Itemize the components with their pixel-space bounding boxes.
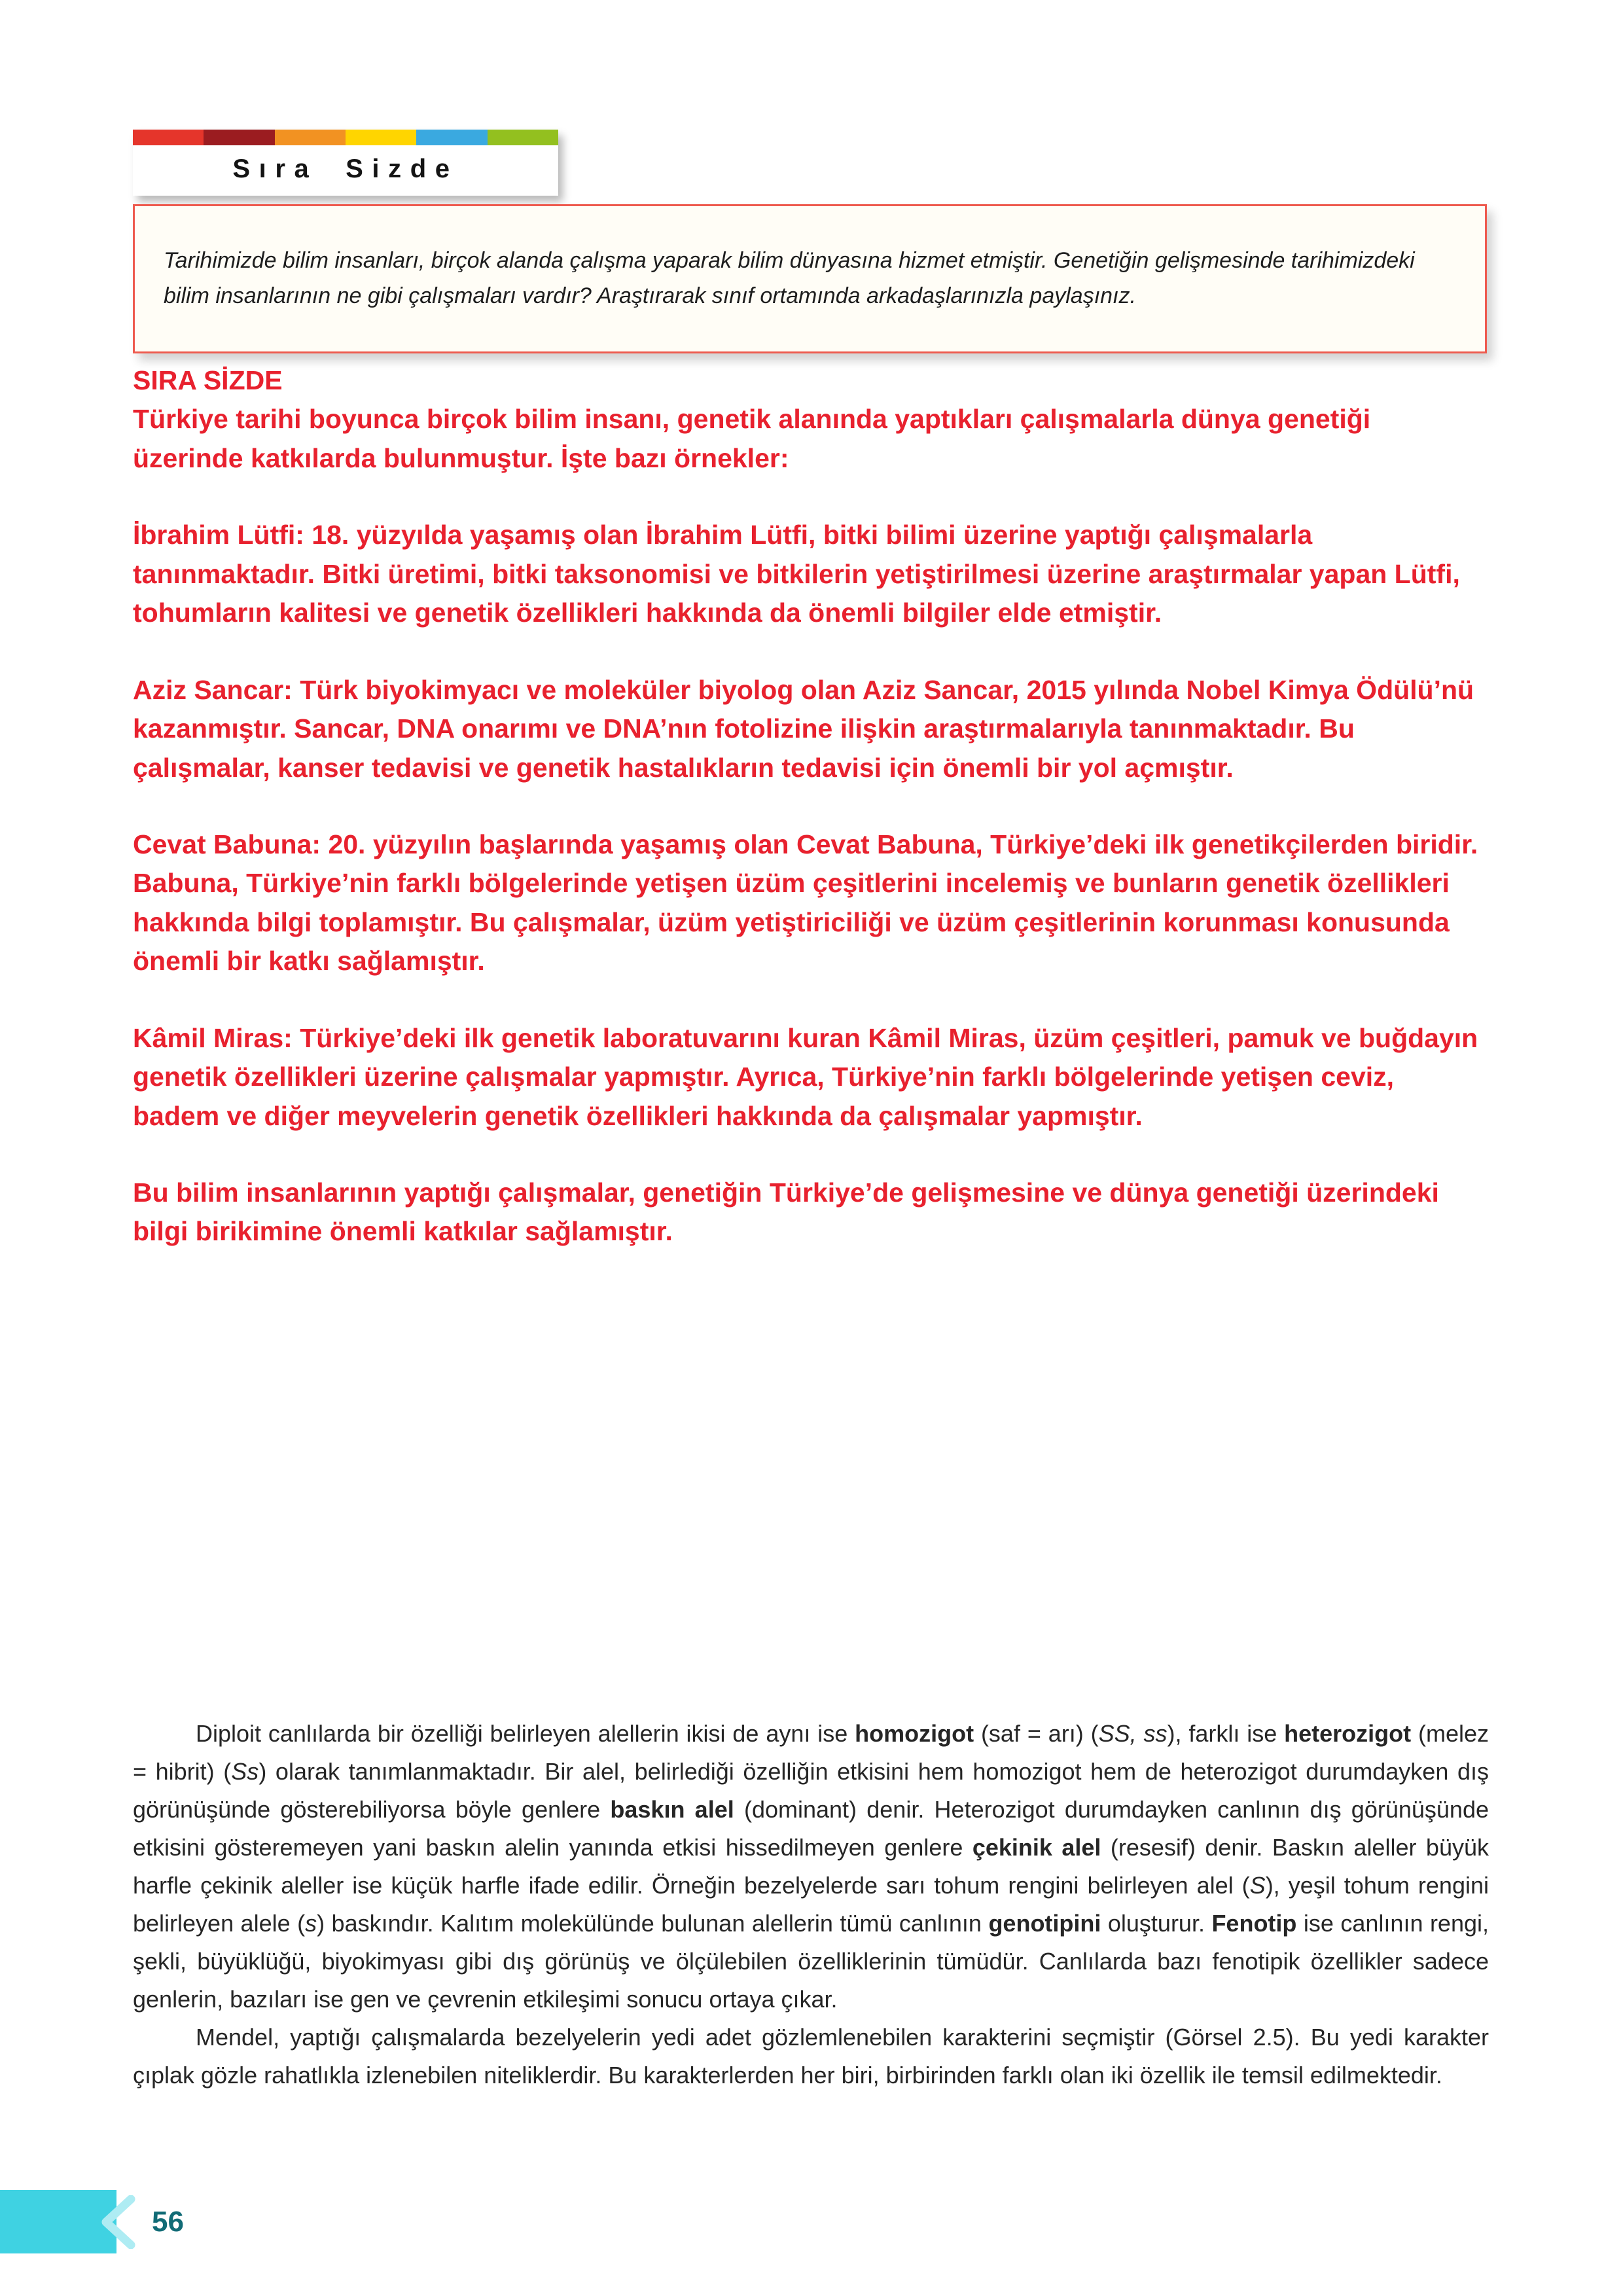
sira-sizde-header xyxy=(133,130,558,196)
chevron-left-icon xyxy=(97,2195,139,2249)
activity-box xyxy=(133,204,1487,353)
body-paragraph: Diploit canlılarda bir özelliği belirleyen alellerin ikisi de aynı ise homozigot (saf = arı) (SS, ss), farklı ise heterozigot (melez = hibrit) (Ss) olarak tanımlanmaktadır. Bir alel, belirlediği özelliğin etkisini hem homozigot hem de heterozigot durumdayken dış görünüşünde gösterebiliyorsa böyle genlere baskın alel (dominant) denir. Heterozigot durumdayken canlının dış görünüşünde etkisini gösteremeyen yani baskın alelin yanında etkisi hissedilmeyen genlere çekinik alel (resesif) denir. Baskın aleller büyük harfle çekinik aleller ise küçük harfle ifade edilir. Örneğin bezelyelerde sarı tohum rengini belirleyen alel (S), yeşil tohum rengini belirleyen alele (s) baskındır. Kalıtım molekülünde bulunan alellerin tümü canlının genotipini oluşturur. Fenotip ise canlının rengi, şekli, büyüklüğü, biyokimyası gibi dış görünüş ve ölçülebilen özelliklerinin tümüdür. Canlılarda bazı fenotipik özellikler sadece genlerin, bazıları ise gen ve çevrenin etkileşimi sonucu ortaya çıkar. xyxy=(133,1720,1489,2013)
answer-heading: SIRA SİZDE xyxy=(133,365,283,395)
stripe-segment xyxy=(488,130,558,145)
page-number: 56 xyxy=(152,2205,184,2238)
answer-paragraph: İbrahim Lütfi: 18. yüzyılda yaşamış olan İbrahim Lütfi, bitki bilimi üzerine yaptığı çalışmalarla tanınmaktadır. Bitki üretimi, bitki taksonomisi ve bitkilerin yetiştirilmesi üzerine araştırmalar yapan Lütfi, tohumların kalitesi ve genetik özellikleri hakkında da önemli bilgiler elde etmiştir. xyxy=(133,520,1460,628)
stripe-segment xyxy=(416,130,487,145)
sira-sizde-title: Sıra Sizde xyxy=(232,154,459,183)
body-paragraph: Mendel, yaptığı çalışmalarda bezelyelerin yedi adet gözlemlenebilen karakterini seçmiştir (Görsel 2.5). Bu yedi karakter çıplak gözle rahatlıkla izlenebilen niteliklerdir. Bu karakterlerden her biri, birbirinden farklı olan iki özellik ile temsil edilmektedir. xyxy=(133,2024,1489,2089)
answer-paragraph: Aziz Sancar: Türk biyokimyacı ve moleküler biyolog olan Aziz Sancar, 2015 yılında Nobel Kimya Ödülü’nü kazanmıştır. Sancar, DNA onarımı ve DNA’nın fotolizine ilişkin araştırmalarıyla tanınmaktadır. Bu çalışmalar, kanser tedavisi ve genetik hastalıkların tedavisi için önemli bir yol açmıştır. xyxy=(133,674,1474,783)
answer-paragraph: Bu bilim insanlarının yaptığı çalışmalar, genetiğin Türkiye’de gelişmesine ve dünya genetiği üzerindeki bilgi birikimine önemli katkılar sağlamıştır. xyxy=(133,1177,1439,1247)
answer-paragraph: Cevat Babuna: 20. yüzyılın başlarında yaşamış olan Cevat Babuna, Türkiye’deki ilk genetikçilerden biridir. Babuna, Türkiye’nin farklı bölgelerinde yetişen üzüm çeşitlerini incelemiş ve bunların genetik özellikleri hakkında bilgi toplamıştır. Bu çalışmalar, üzüm yetiştiriciliği ve üzüm çeşitlerinin korunması konusunda önemli bir katkı sağlamıştır. xyxy=(133,829,1478,977)
stripe-segment xyxy=(275,130,346,145)
answer-section xyxy=(133,361,1487,1251)
stripe-segment xyxy=(133,130,204,145)
answer-paragraph: Kâmil Miras: Türkiye’deki ilk genetik laboratuvarını kuran Kâmil Miras, üzüm çeşitleri, pamuk ve buğdayın genetik özellikleri üzerine çalışmalar yapmıştır. Ayrıca, Türkiye’nin farklı bölgelerinde yetişen ceviz, badem ve diğer meyvelerin genetik özellikleri hakkında da çalışmalar yapmıştır. xyxy=(133,1022,1478,1131)
activity-text: Tarihimizde bilim insanları, birçok alanda çalışma yaparak bilim dünyasına hizmet etmiştir. Genetiğin gelişmesinde tarihimizdeki bilim insanlarının ne gibi çalışmaları vardır? Araştırarak sınıf ortamında arkadaşlarınızla paylaşınız. xyxy=(164,248,1415,308)
answer-paragraph: Türkiye tarihi boyunca birçok bilim insanı, genetik alanında yaptıkları çalışmalarla dünya genetiği üzerinde katkılarda bulunmuştur. İşte bazı örnekler: xyxy=(133,404,1371,473)
answer-paragraphs xyxy=(133,400,1487,1251)
stripe-segment xyxy=(204,130,274,145)
color-stripe xyxy=(133,130,558,145)
stripe-segment xyxy=(346,130,416,145)
body-section xyxy=(133,1715,1489,2094)
